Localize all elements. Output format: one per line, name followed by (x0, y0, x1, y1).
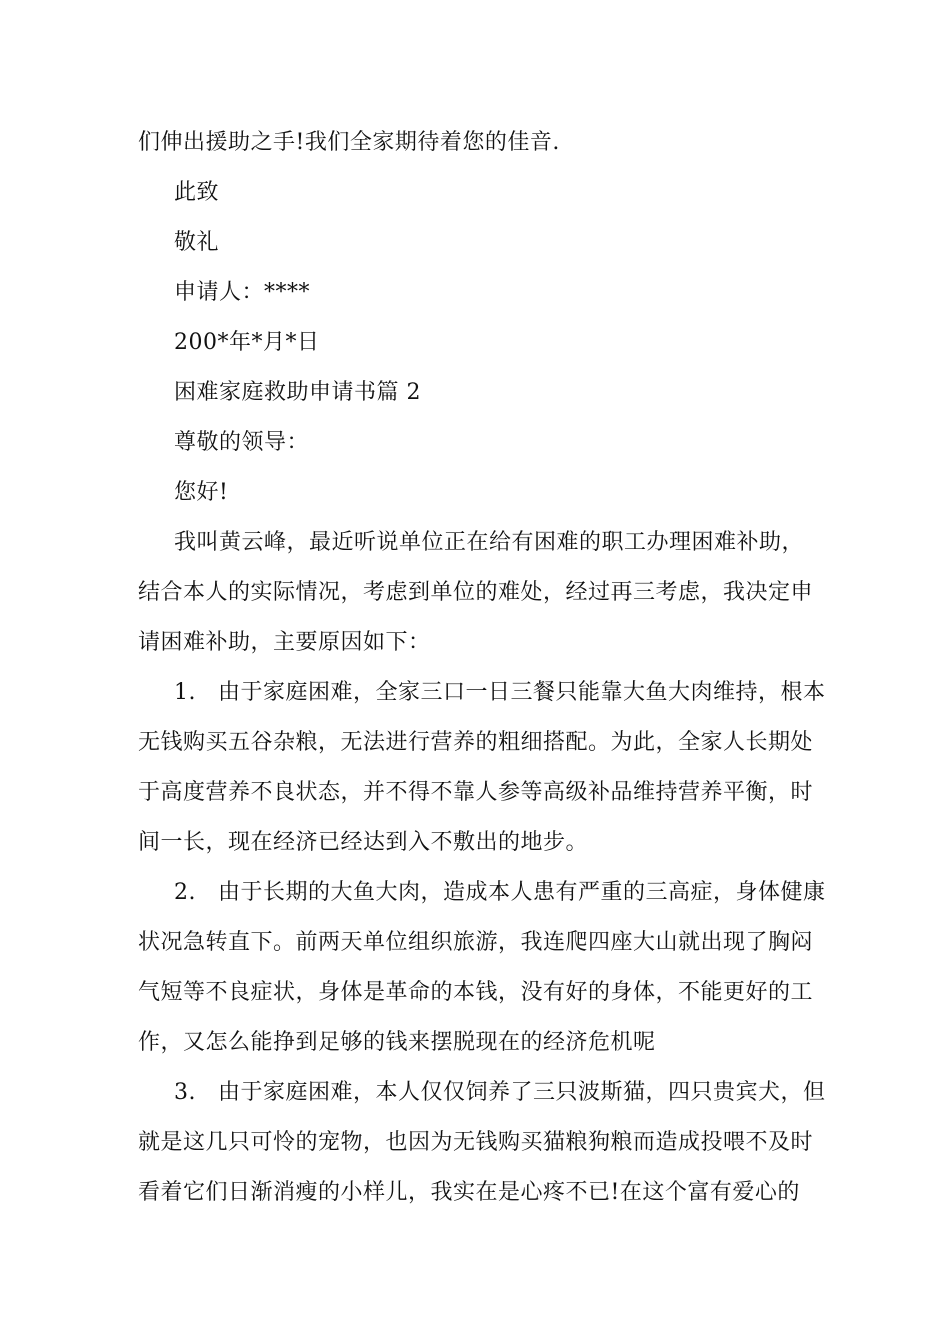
numbered-item-3 (138, 1068, 828, 1118)
paragraph-line: 请困难补助，主要原因如下： (138, 630, 431, 655)
paragraph-line: 无钱购买五谷杂粮，无法进行营养的粗细搭配。为此，全家人长期处 (138, 730, 814, 755)
paragraph-line: 结合本人的实际情况，考虑到单位的难处，经过再三考虑，我决定申 (138, 580, 814, 605)
paragraph-line: 作，又怎么能挣到足够的钱来摆脱现在的经济危机呢 (138, 1030, 656, 1055)
paragraph-line: 气短等不良症状，身体是革命的本钱，没有好的身体，不能更好的工 (138, 980, 814, 1005)
document-body (138, 118, 828, 1218)
closing-regards: 敬礼 (174, 230, 220, 255)
item-text: 由于家庭困难，全家三口一日三餐只能靠大鱼大肉维持，根本 (218, 680, 826, 705)
item-number: 3. (174, 1080, 196, 1105)
numbered-item-1 (138, 668, 828, 718)
item-number: 2. (174, 880, 196, 905)
paragraph-line: 状况急转直下。前两天单位组织旅游，我连爬四座大山就出现了胸闷 (138, 930, 814, 955)
greeting-hello: 您好! (174, 480, 229, 505)
item-text: 由于家庭困难，本人仅仅饲养了三只波斯猫，四只贵宾犬，但 (218, 1080, 826, 1105)
paragraph-line: 间一长，现在经济已经达到入不敷出的地步。 (138, 830, 589, 855)
numbered-item-2 (138, 868, 828, 918)
item-number: 1. (174, 680, 196, 705)
greeting-line: 尊敬的领导： (174, 430, 310, 455)
closing-salutation: 此致 (174, 180, 220, 205)
paragraph-line: 就是这几只可怜的宠物，也因为无钱购买猫粮狗粮而造成投喂不及时 (138, 1130, 814, 1155)
applicant-line: 申请人：**** (174, 280, 311, 305)
paragraph-line: 我叫黄云峰，最近听说单位正在给有困难的职工办理困难补助， (174, 530, 805, 555)
paragraph-line: 于高度营养不良状态，并不得不靠人参等高级补品维持营养平衡，时 (138, 780, 814, 805)
item-text: 由于长期的大鱼大肉，造成本人患有严重的三高症，身体健康 (218, 880, 826, 905)
section-title: 困难家庭救助申请书篇 2 (174, 380, 421, 405)
text-line: 们伸出援助之手!我们全家期待着您的佳音. (138, 130, 560, 155)
date-line: 200*年*月*日 (174, 330, 320, 355)
paragraph-line: 看着它们日渐消瘦的小样儿，我实在是心疼不已!在这个富有爱心的 (138, 1180, 800, 1205)
